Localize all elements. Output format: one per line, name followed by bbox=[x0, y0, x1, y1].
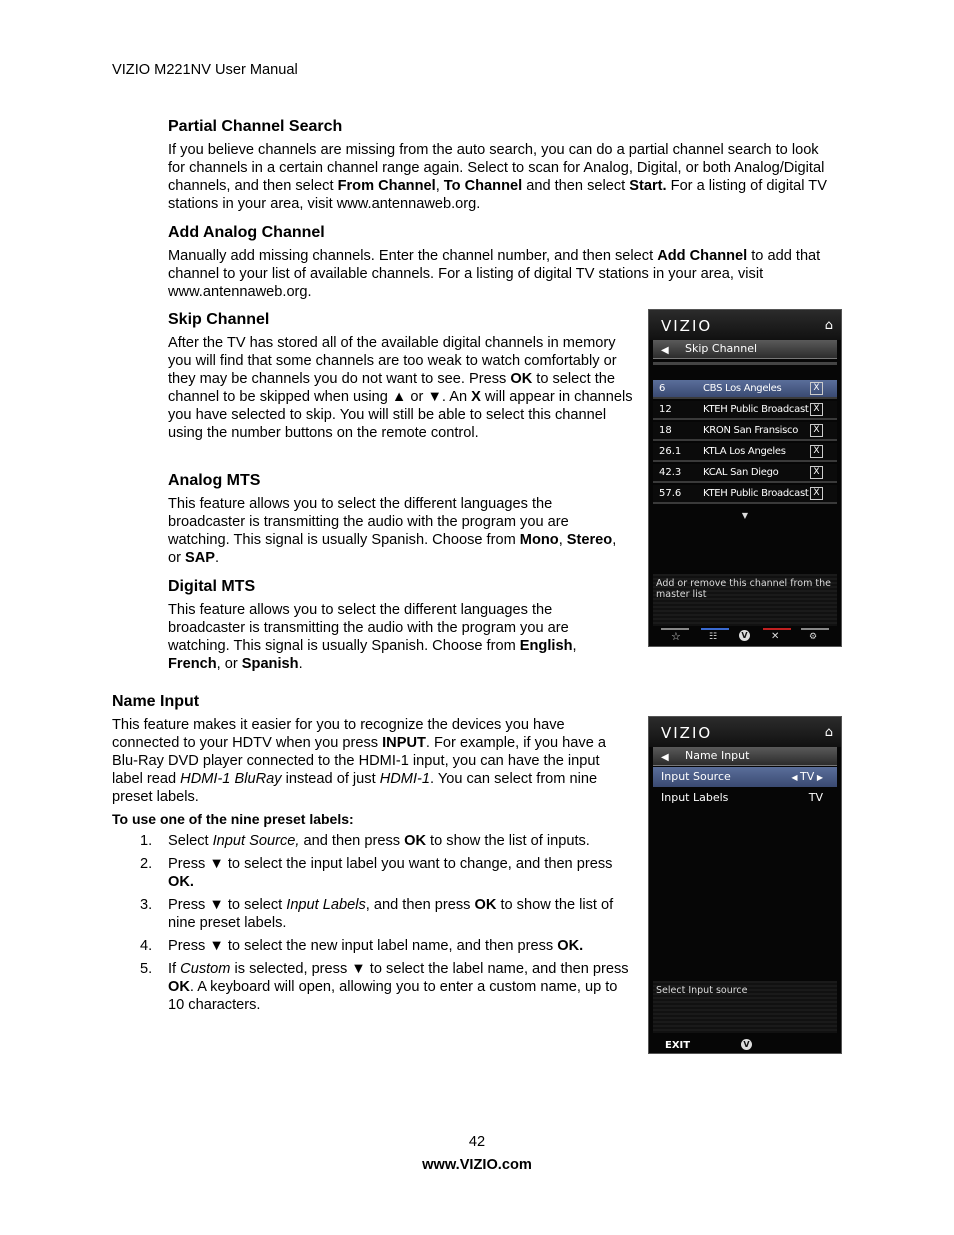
list-icon[interactable]: ☷ bbox=[709, 632, 718, 642]
section-title: Skip Channel bbox=[168, 311, 270, 328]
scroll-down-arrow-icon[interactable]: ▼ bbox=[741, 511, 749, 520]
home-icon[interactable]: ⌂ bbox=[824, 725, 833, 740]
divider bbox=[653, 362, 837, 365]
steps-title: To use one of the nine preset labels: bbox=[112, 811, 354, 827]
tv-bottom-bar: ☆ ☷ V ✕ ⚙ bbox=[653, 626, 837, 646]
section-body: This feature makes it easier for you to recognize the devices you have connected to your HDTV when you press INPUT. For example, if you have a Blu-Ray DVD player connected to the HDMI-1 input, you can have the input label read HDMI-1 BluRay instead of just HDMI-1. You can select from nine preset labels. bbox=[112, 717, 606, 805]
steps-list bbox=[112, 832, 632, 1014]
vizio-logo: VIZIO bbox=[661, 724, 713, 742]
channel-row[interactable]: 18 KRON San Fransisco X bbox=[653, 422, 837, 441]
list-item: 5. If Custom is selected, press ▼ to select the label name, and then press OK. A keyboard will open, allowing you to enter a custom name, up to 10 characters. bbox=[140, 961, 629, 1013]
close-icon[interactable]: ✕ bbox=[771, 631, 780, 642]
channel-row[interactable]: 12 KTEH Public Broadcast X bbox=[653, 401, 837, 420]
input-labels-row[interactable]: Input Labels TV bbox=[661, 791, 823, 804]
list-item: 2. Press ▼ to select the input label you want to change, and then press OK. bbox=[140, 856, 613, 890]
list-item: 1. Select Input Source, and then press OK to show the list of inputs. bbox=[140, 833, 590, 849]
section-skip-channel bbox=[168, 310, 638, 442]
menu-title-bar[interactable] bbox=[653, 340, 837, 359]
section-body: Manually add missing channels. Enter the channel number, and then select Add Channel to add that channel to your list of available channels. For a listing of digital TV stations in your area, visit www.antennaweb.org. bbox=[168, 248, 821, 300]
section-add-analog-channel bbox=[168, 223, 840, 301]
menu-title-bar[interactable] bbox=[653, 747, 837, 766]
exit-button[interactable]: EXIT bbox=[665, 1040, 691, 1051]
help-text: Add or remove this channel from the master list bbox=[653, 574, 837, 626]
skip-checkbox: X bbox=[810, 424, 823, 437]
home-icon[interactable]: ⌂ bbox=[824, 318, 833, 333]
menu-title: Skip Channel bbox=[685, 342, 758, 355]
section-name-input bbox=[112, 692, 632, 1019]
channel-row[interactable]: 26.1 KTLA Los Angeles X bbox=[653, 443, 837, 462]
section-title: Digital MTS bbox=[168, 578, 256, 595]
skip-checkbox: X bbox=[810, 403, 823, 416]
vizio-logo: VIZIO bbox=[661, 317, 713, 335]
gear-icon[interactable]: ⚙ bbox=[809, 632, 818, 642]
footer-url[interactable]: www.VIZIO.com bbox=[422, 1157, 532, 1173]
input-source-row[interactable]: Input Source ◀ TV ▶ bbox=[653, 767, 837, 787]
section-body: This feature allows you to select the different languages the broadcaster is transmitting the audio with the program you are watching. This signal is usually Spanish. Choose from Mono, Stereo, or SAP. bbox=[168, 496, 617, 566]
list-item: 3. Press ▼ to select Input Labels, and then press OK to show the list of nine preset labels. bbox=[140, 897, 614, 931]
tv-title-bar bbox=[649, 717, 841, 747]
document-header: VIZIO M221NV User Manual bbox=[112, 62, 298, 78]
chevron-left-icon: ◀ bbox=[791, 773, 801, 782]
section-body: If you believe channels are missing from the auto search, you can do a partial channel search to look for channels in a certain channel range again. Select to scan for Analog, Digital, or both Analog/Digital channels, and then select From Channel, To Channel and then select Start. For a listing of digital TV stations in your area, visit www.antennaweb.org. bbox=[168, 142, 827, 212]
help-text: Select Input source bbox=[653, 981, 837, 1033]
list-item: 4. Press ▼ to select the new input label name, and then press OK. bbox=[140, 938, 584, 954]
skip-checkbox: X bbox=[810, 466, 823, 479]
star-icon[interactable]: ☆ bbox=[671, 630, 681, 643]
chevron-right-icon: ▶ bbox=[814, 773, 823, 782]
page-number: 42 bbox=[468, 1134, 486, 1150]
channel-row[interactable]: 42.3 KCAL San Diego X bbox=[653, 464, 837, 483]
section-title: Partial Channel Search bbox=[168, 118, 343, 135]
section-title: Name Input bbox=[112, 693, 200, 710]
channel-row[interactable]: 6 CBS Los Angeles X bbox=[653, 380, 837, 399]
back-arrow-icon[interactable]: ◀ bbox=[661, 752, 669, 763]
channel-row[interactable]: 57.6 KTEH Public Broadcast X bbox=[653, 485, 837, 504]
back-arrow-icon[interactable]: ◀ bbox=[661, 345, 669, 356]
section-body: After the TV has stored all of the available digital channels in memory you will find that some channels are too weak to watch comfortably or they may be channels you do not want to see. Press OK to select the channel to be skipped when using ▲ or ▼. An X will appear in channels you have selected to skip. You will still be able to select this channel using the number buttons on the remote control. bbox=[168, 335, 633, 441]
menu-title: Name Input bbox=[685, 749, 750, 762]
section-title: Analog MTS bbox=[168, 472, 261, 489]
skip-checkbox: X bbox=[810, 487, 823, 500]
tv-title-bar bbox=[649, 310, 841, 340]
tv-bottom-bar: EXIT V bbox=[653, 1035, 837, 1054]
skip-checkbox: X bbox=[810, 445, 823, 458]
tv-screen-skip-channel bbox=[648, 309, 842, 647]
section-analog-mts bbox=[168, 471, 618, 567]
section-title: Add Analog Channel bbox=[168, 224, 325, 241]
section-body: This feature allows you to select the different languages the broadcaster is transmitting the audio with the program you are watching. This signal is usually Spanish. Choose from English, French, or Spanish. bbox=[168, 602, 577, 672]
section-digital-mts bbox=[168, 577, 618, 673]
section-partial-channel-search bbox=[168, 117, 838, 213]
tv-screen-name-input bbox=[648, 716, 842, 1054]
skip-checkbox: X bbox=[810, 382, 823, 395]
